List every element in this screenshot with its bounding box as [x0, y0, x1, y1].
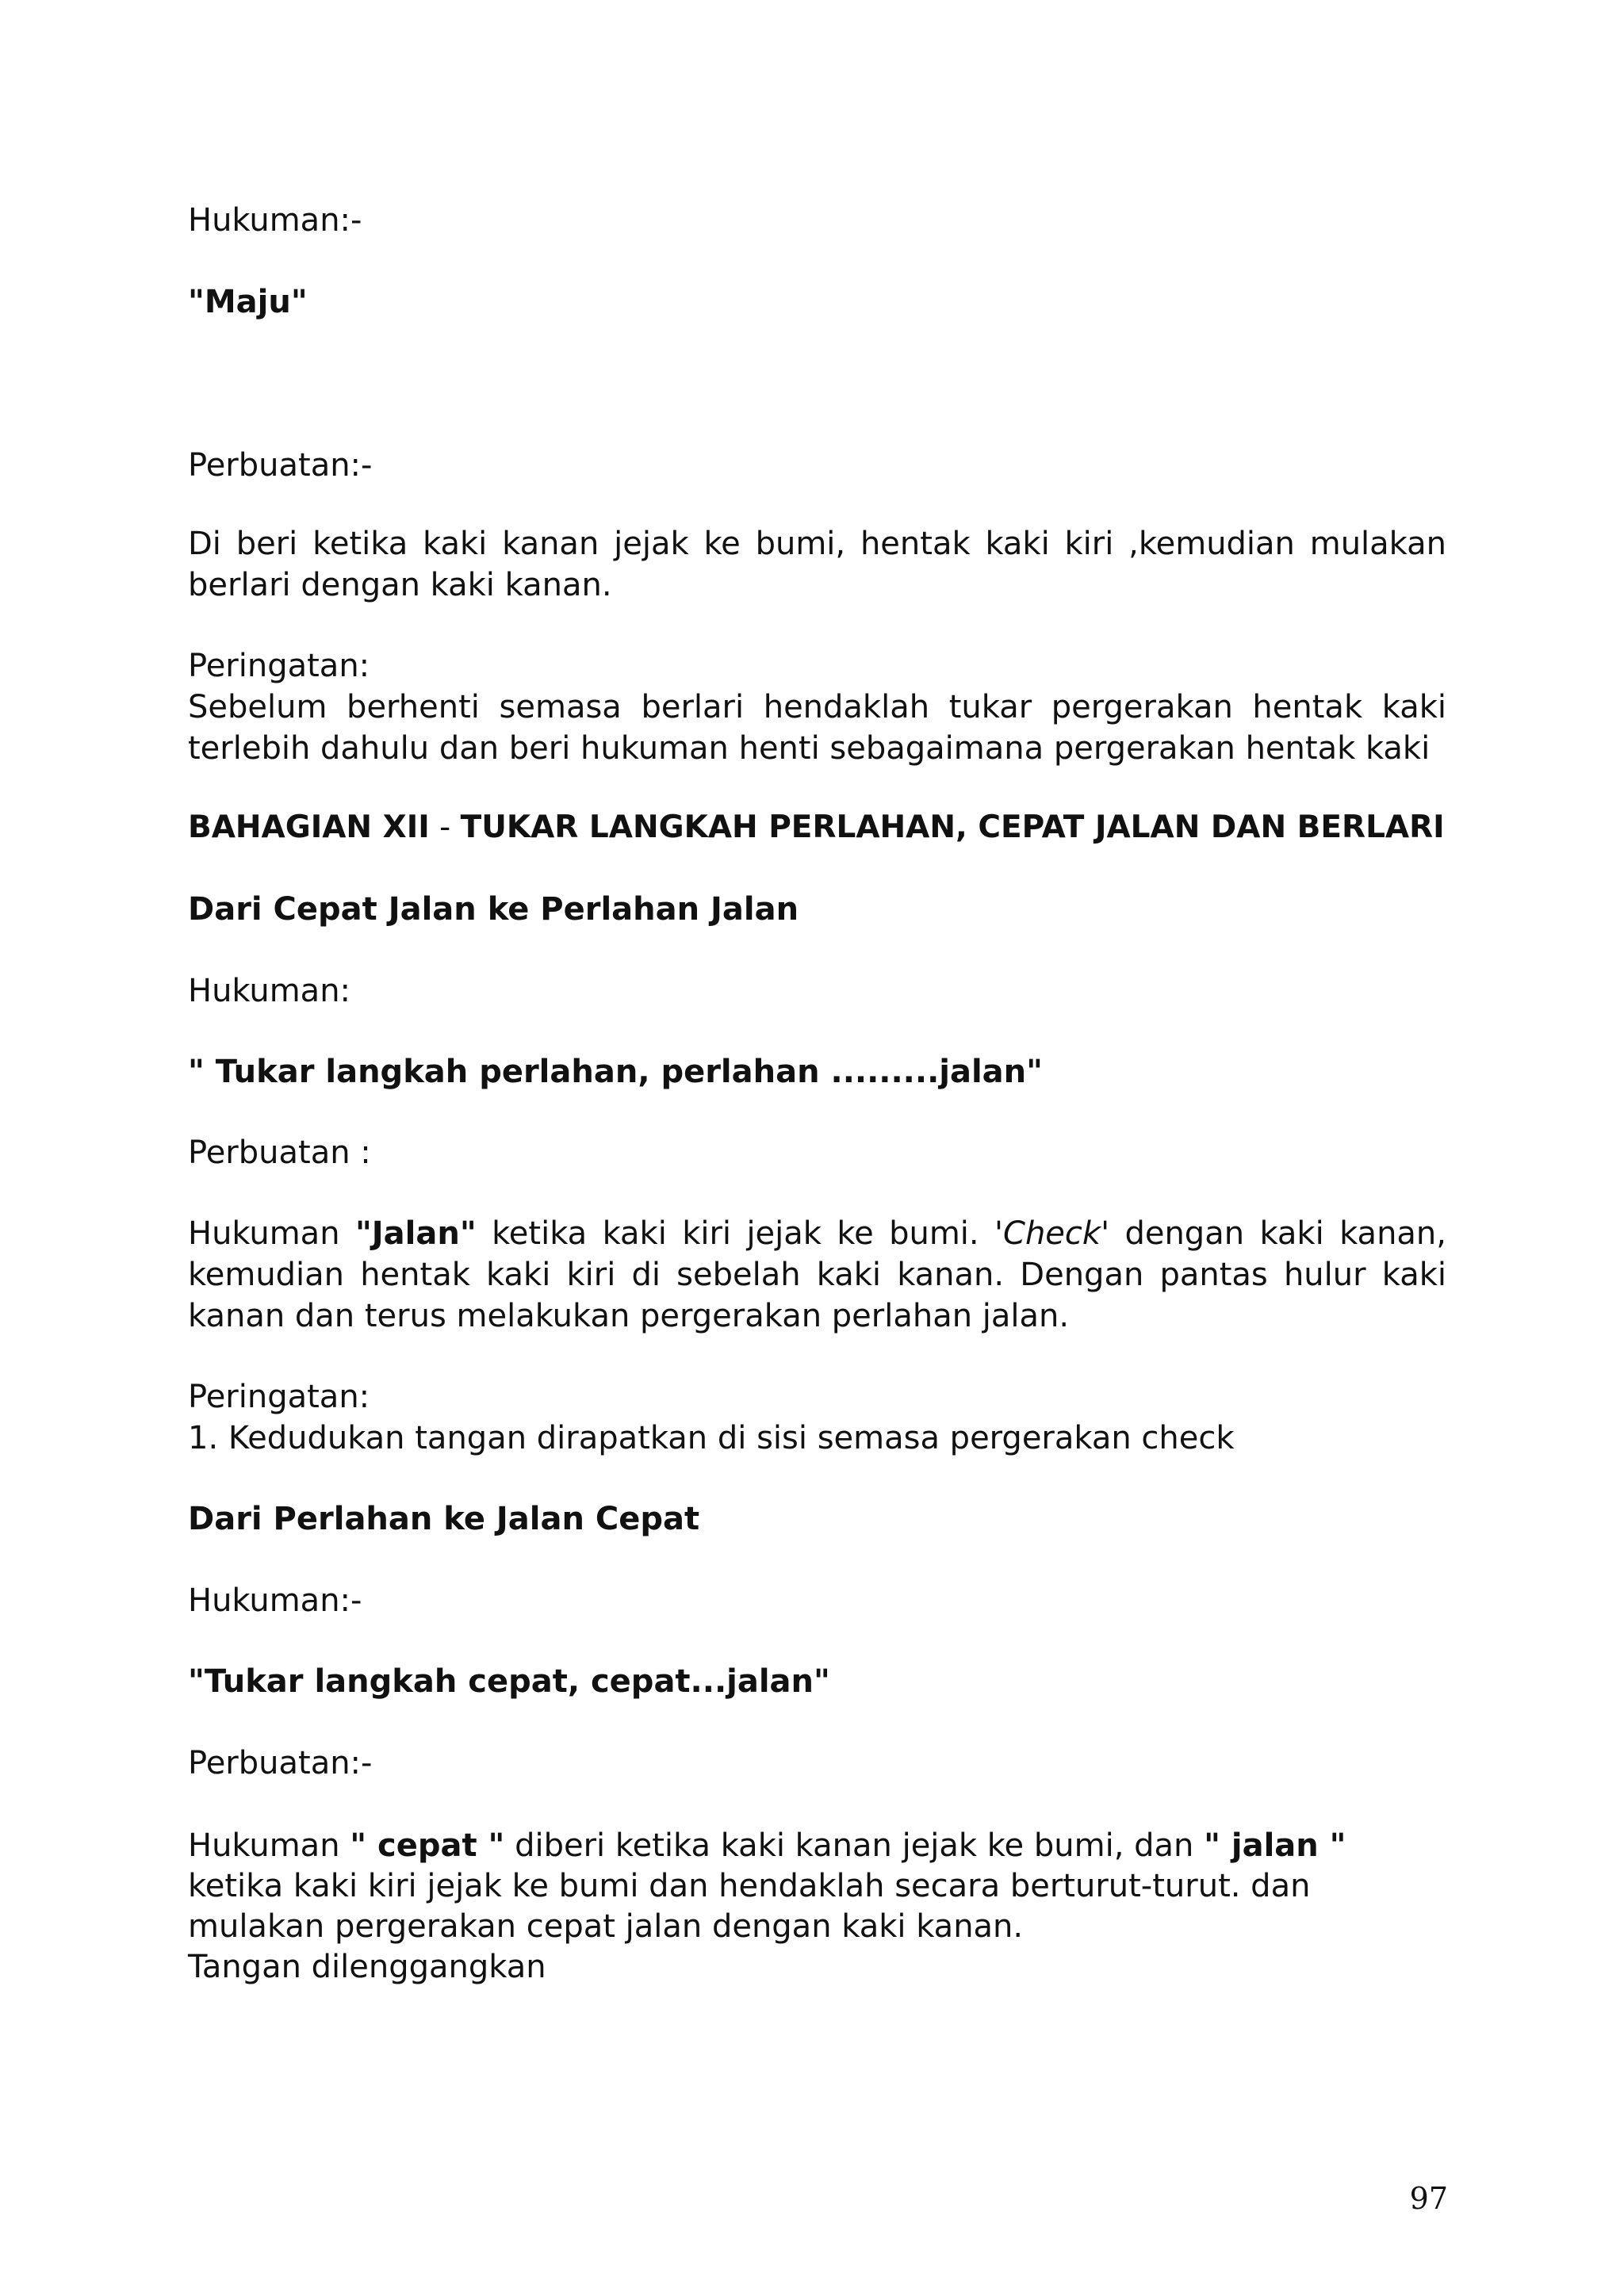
sub2-desc-line-2: ketika kaki kiri jejak ke bumi dan hendaklah secara berturut-turut. dan [188, 1868, 1311, 1904]
peringatan-line-1: Sebelum berhenti semasa berlari hendaklah tukar pergerakan hentak kaki [188, 689, 1446, 725]
sub1-hukuman-label: Hukuman: [188, 973, 351, 1009]
section-part-2: TUKAR LANGKAH PERLAHAN, CEPAT JALAN DAN BERLARI [460, 809, 1445, 845]
sub1-desc-e: dengan kaki kanan, [1109, 1215, 1446, 1252]
peringatan-line-2: terlebih dahulu dan beri hukuman henti sebagaimana pergerakan hentak kaki [188, 730, 1431, 767]
subheading-perlahan-ke-cepat: Dari Perlahan ke Jalan Cepat [188, 1501, 700, 1537]
sub2-desc-line-4: Tangan dilenggangkan [188, 1949, 546, 1985]
page-number: 97 [1409, 2181, 1448, 2216]
sub1-command: " Tukar langkah perlahan, perlahan .........jalan" [188, 1054, 1043, 1090]
sub1-desc-c: ketika kaki kiri jejak ke bumi. ' [476, 1215, 1004, 1252]
sub1-peringatan-item: 1. Kedudukan tangan dirapatkan di sisi semasa pergerakan check [188, 1420, 1235, 1456]
sub2-perbuatan-label: Perbuatan:- [188, 1745, 373, 1781]
section-separator: - [429, 809, 461, 845]
sub1-desc-a: Hukuman [188, 1215, 355, 1252]
sub2-desc-jalan: " jalan " [1204, 1827, 1346, 1864]
sub2-desc-cepat: " cepat " [350, 1827, 505, 1864]
maju-desc-line-2: berlari dengan kaki kanan. [188, 567, 612, 603]
sub2-desc-line-3: mulakan pergerakan cepat jalan dengan kaki kanan. [188, 1908, 1024, 1945]
sub1-desc-line-2: kemudian hentak kaki kiri di sebelah kaki kanan. Dengan pantas hulur kaki [188, 1257, 1446, 1293]
section-part-1: BAHAGIAN XII [188, 809, 430, 845]
maju-desc-line-1: Di beri ketika kaki kanan jejak ke bumi, hentak kaki kiri ,kemudian mulakan [188, 526, 1446, 562]
section-heading [188, 807, 1446, 848]
sub1-perbuatan-label: Perbuatan : [188, 1135, 371, 1171]
command-maju: "Maju" [188, 284, 308, 320]
subheading-cepat-ke-perlahan: Dari Cepat Jalan ke Perlahan Jalan [188, 891, 799, 928]
sub2-desc-line-1 [188, 1825, 1446, 1866]
sub2-command: "Tukar langkah cepat, cepat...jalan" [188, 1663, 830, 1700]
perbuatan-label: Perbuatan:- [188, 447, 373, 484]
hukuman-label: Hukuman:- [188, 202, 362, 239]
sub1-peringatan-label: Peringatan: [188, 1379, 370, 1415]
peringatan-label: Peringatan: [188, 648, 370, 684]
sub1-desc-jalan: "Jalan" [354, 1215, 477, 1252]
sub1-desc-line-1 [188, 1213, 1446, 1254]
sub1-desc-line-3: kanan dan terus melakukan pergerakan perlahan jalan. [188, 1298, 1070, 1334]
sub2-desc-c: diberi ketika kaki kanan jejak ke bumi, dan [504, 1827, 1205, 1864]
sub1-desc-check: Check' [1003, 1215, 1110, 1252]
sub2-desc-a: Hukuman [188, 1827, 350, 1864]
sub2-hukuman-label: Hukuman:- [188, 1582, 362, 1619]
